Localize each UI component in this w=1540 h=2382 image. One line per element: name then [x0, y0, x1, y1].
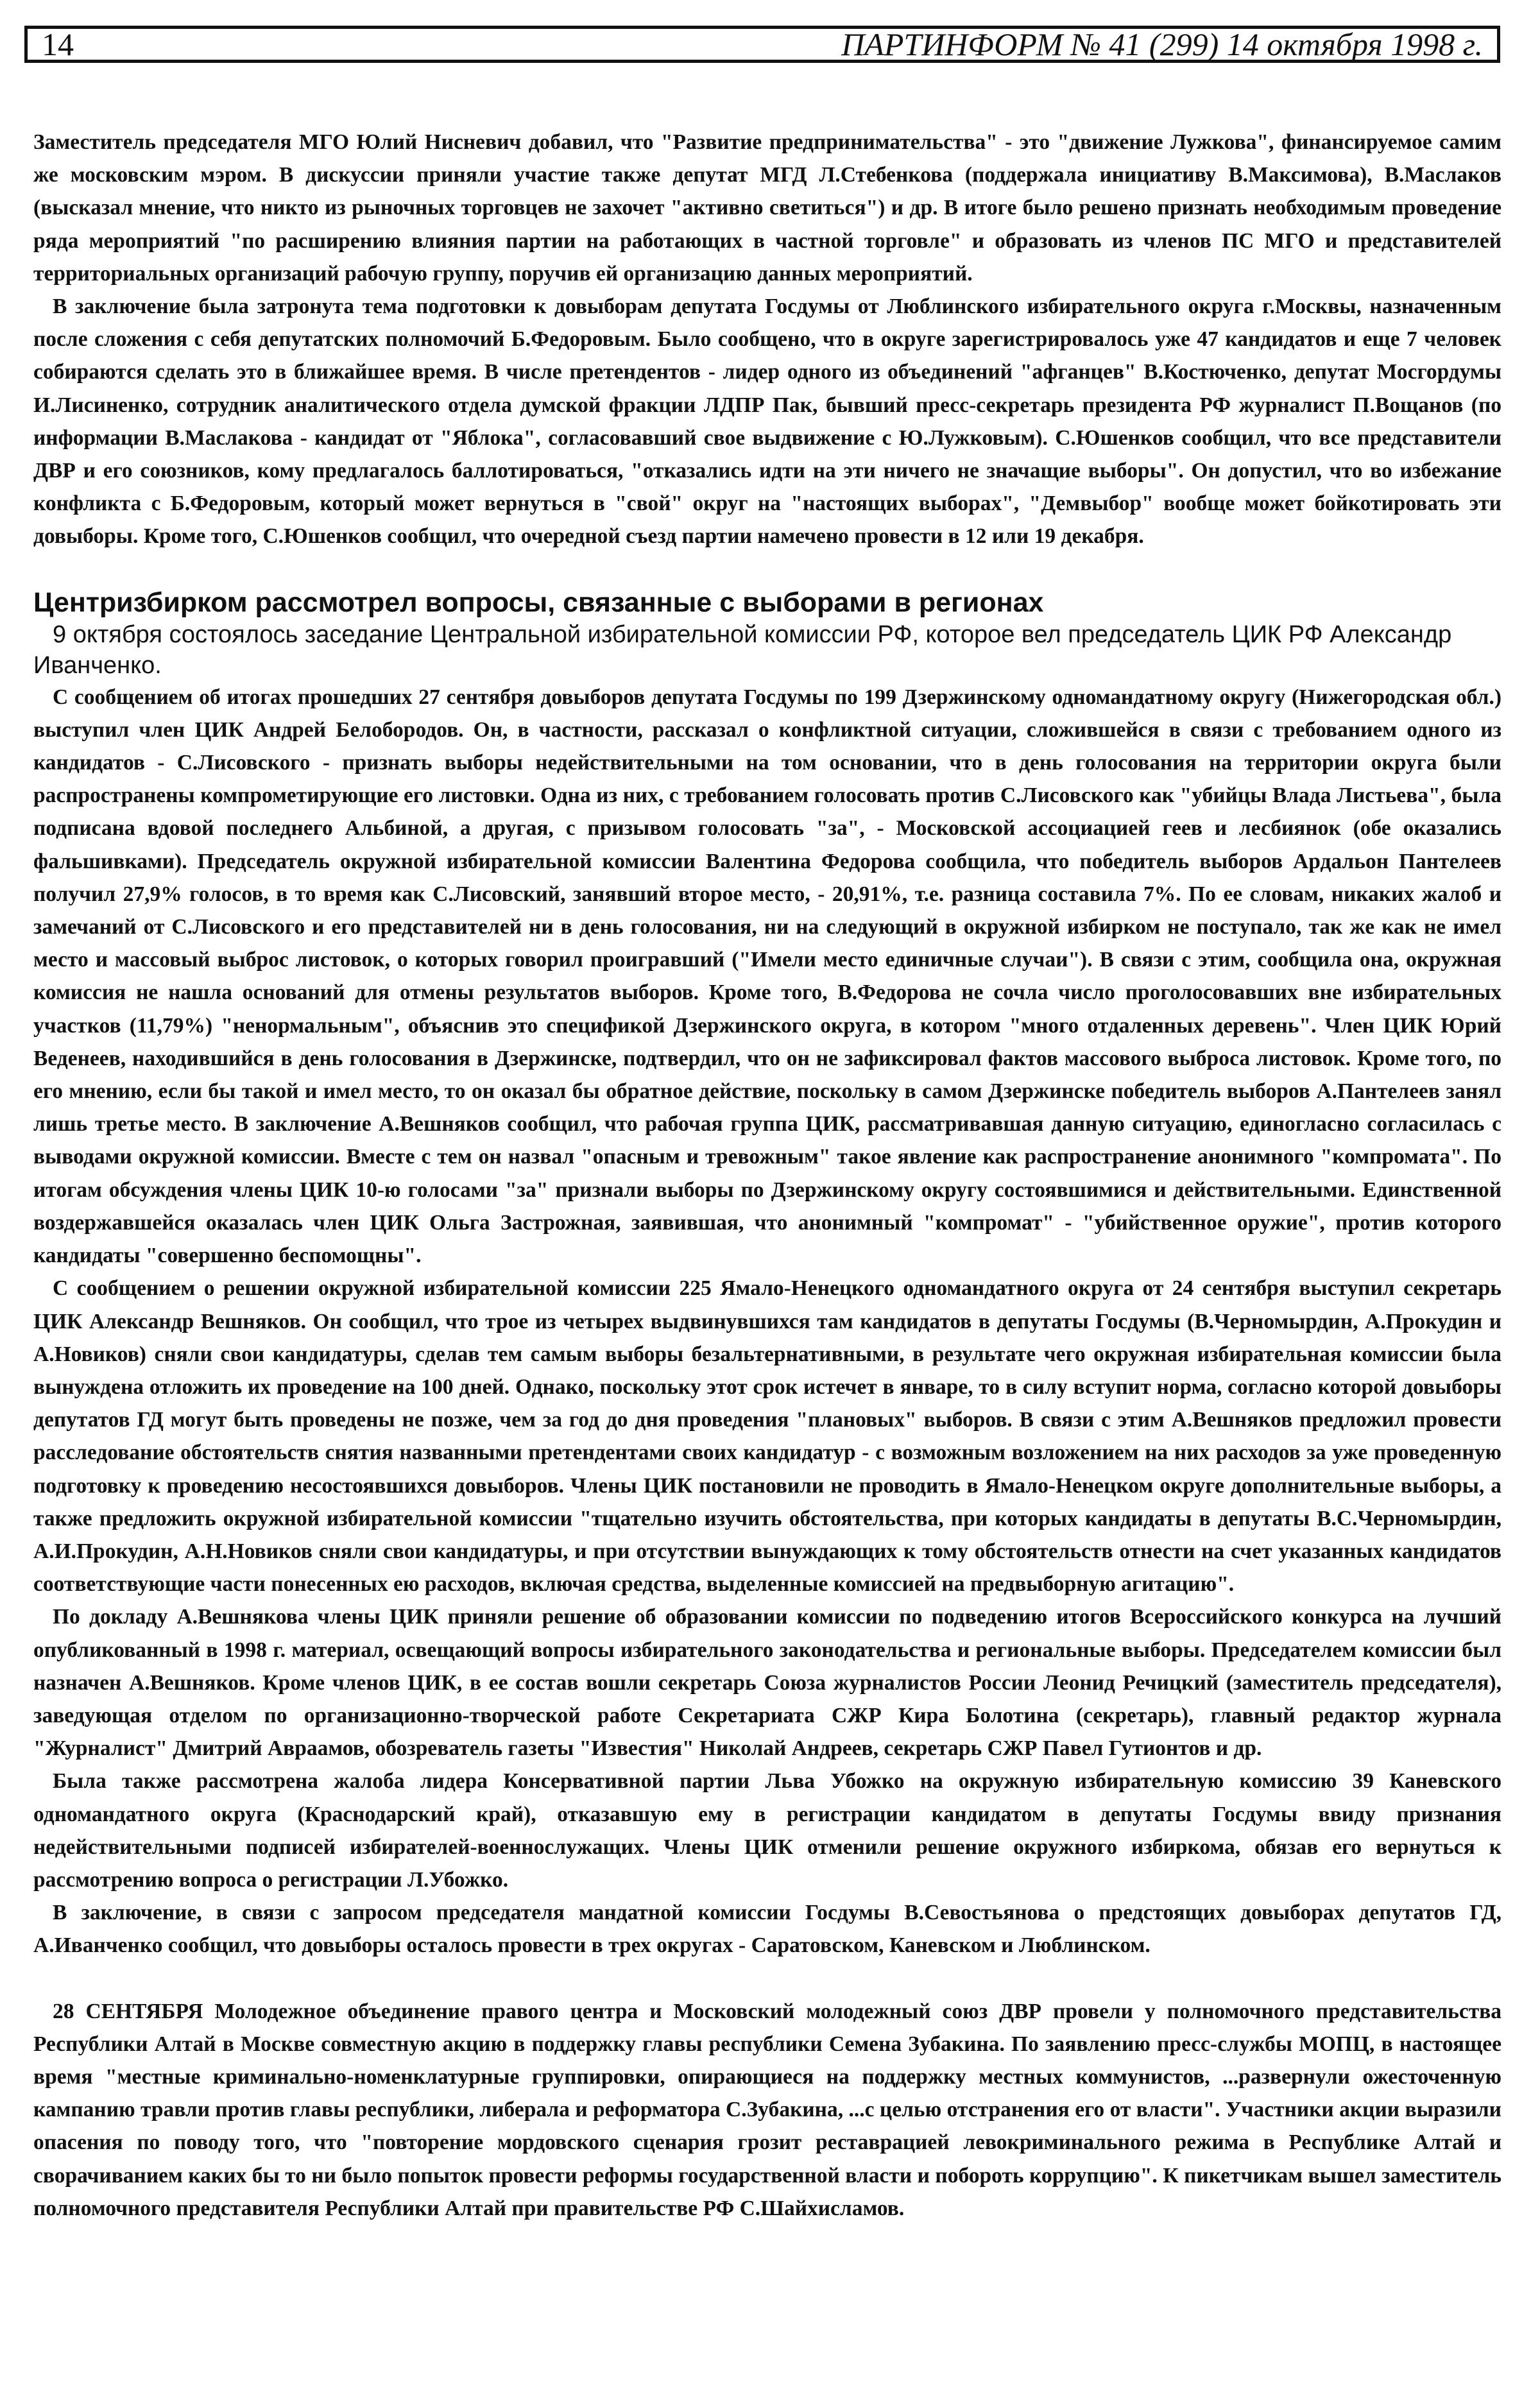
page-header: [24, 26, 1500, 63]
page-body: [33, 126, 1502, 2225]
section-gap: [33, 1962, 1502, 1995]
masthead-issue-line: ПАРТИНФОРМ № 41 (299) 14 октября 1998 г.: [841, 26, 1483, 62]
article-paragraph: Была также рассмотрена жалоба лидера Консервативной партии Льва Убожко на окружную избирательную комиссию 39 Каневского одномандатного округа (Краснодарский край), отказавшую ему в регистрации кандидатом в депутаты Госдумы ввиду признания недействительными подписей избирателей-военнослужащих. Члены ЦИК отменили решение окружного избиркома, обязав его вернуться к рассмотрению вопроса о регистрации Л.Убожко.: [33, 1769, 1502, 1892]
page-number: 14: [42, 26, 74, 62]
news-brief-paragraph: 28 СЕНТЯБРЯ Молодежное объединение правого центра и Московский молодежный союз ДВР провели у полномочного представительства Республики Алтай в Москве совместную акцию в поддержку главы республики Семена Зубакина. По заявлению пресс-службы МОПЦ, в настоящее время "местные криминально-номенклатурные группировки, опирающиеся на поддержку местных коммунистов, ...развернули ожесточенную кампанию травли против главы республики, либерала и реформатора С.Зубакина, ...с целью отстранения его от власти". Участники акции выразили опасения по поводу того, что "повторение мордовского сценария грозит реставрацией левокриминального режима в Республике Алтай и сворачиванием каких бы то ни было попыток провести реформы государственной власти и побороть коррупцию". К пикетчикам вышел заместитель полномочного представителя Республики Алтай при правительстве РФ С.Шайхисламов.: [33, 1999, 1502, 2220]
continued-paragraph: Заместитель председателя МГО Юлий Нисневич добавил, что "Развитие предпринимательства" - это "движение Лужкова", финансируемое самим же московским мэром. В дискуссии приняли участие также депутат МГД Л.Стебенкова (поддержала инициативу В.Максимова), В.Маслаков (высказал мнение, что никто из рыночных торговцев не захочет "активно светиться") и др. В итоге было решено признать необходимым проведение ряда мероприятий "по расширению влияния партии на работающих в частной торговле" и образовать из членов ПС МГО и представителей территориальных организаций рабочую группу, поручив ей организацию данных мероприятий.: [33, 130, 1502, 286]
section-gap: [33, 553, 1502, 586]
article-lead: 9 октября состоялось заседание Центральной избирательной комиссии РФ, которое вел председатель ЦИК РФ Александр Иванченко.: [33, 621, 1452, 679]
article-paragraph: С сообщением об итогах прошедших 27 сентября довыборов депутата Госдумы по 199 Дзержинскому одномандатному округу (Нижегородская обл.) выступил член ЦИК Андрей Белобородов. Он, в частности, рассказал о конфликтной ситуации, сложившейся в связи с требованием одного из кандидатов - С.Лисовского - признать выборы недействительными на том основании, что в день голосования на территории округа были распространены компрометирующие его листовки. Одна из них, с требованием голосовать против С.Лисовского как "убийцы Влада Листьева", была подписана вдовой последнего Альбиной, а другая, с призывом голосовать "за", - Московской ассоциацией геев и лесбиянок (обе оказались фальшивками). Председатель окружной избирательной комиссии Валентина Федорова сообщила, что победитель выборов Ардальон Пантелеев получил 27,9% голосов, в то время как С.Лисовский, занявший второе место, - 20,91%, т.е. разница составила 7%. По ее словам, никаких жалоб и замечаний от С.Лисовского и его представителей ни в день голосования, ни на следующий в окружной избирком не поступало, так же как не имел место и массовый выброс листовок, о которых говорил проигравший ("Имели место единичные случаи"). В связи с этим, сообщила она, окружная комиссия не нашла оснований для отмены результатов выборов. Кроме того, В.Федорова не сочла число проголосовавших вне избирательных участков (11,79%) "ненормальным", объяснив это спецификой Дзержинского округа, в котором "много отдаленных деревень". Член ЦИК Юрий Веденеев, находившийся в день голосования в Дзержинске, подтвердил, что он не зафиксировал фактов массового выброса листовок. Кроме того, по его мнению, если бы такой и имел место, то он оказал бы обратное действие, поскольку в самом Дзержинске победитель выборов А.Пантелеев занял лишь третье место. В заключение А.Вешняков сообщил, что рабочая группа ЦИК, рассматривавшая данную ситуацию, единогласно согласилась с выводами окружной комиссии. Вместе с тем он назвал "опасным и тревожным" такое явление как распространение анонимного "компромата". По итогам обсуждения члены ЦИК 10-ю голосами "за" признали выборы по Дзержинскому округу состоявшимися и действительными. Единственной воздержавшейся оказалась член ЦИК Ольга Застрожная, заявившая, что анонимный "компромат" - "убийственное оружие", против которого кандидаты "совершенно беспомощны".: [33, 685, 1502, 1268]
article-paragraph: В заключение, в связи с запросом председателя мандатной комиссии Госдумы В.Севостьянова о предстоящих довыборах депутатов ГД, А.Иванченко сообщил, что довыборы осталось провести в трех округах - Саратовском, Каневском и Люблинском.: [33, 1901, 1502, 1958]
article-paragraph: С сообщением о решении окружной избирательной комиссии 225 Ямало-Ненецкого одномандатного округа от 24 сентября выступил секретарь ЦИК Александр Вешняков. Он сообщил, что трое из четырех выдвинувшихся там кандидатов в депутаты Госдумы (В.Черномырдин, А.Прокудин и А.Новиков) сняли свои кандидатуры, сделав тем самым выборы безальтернативными, в результате чего окружная избирательная комиссии была вынуждена отложить их проведение на 100 дней. Однако, поскольку этот срок истечет в январе, то в силу вступит норма, согласно которой довыборы депутатов ГД могут быть проведены не позже, чем за год до дня проведения "плановых" выборов. В связи с этим А.Вешняков предложил провести расследование обстоятельств снятия названными претендентами своих кандидатур - с возможным возложением на них расходов за уже проведенную подготовку к проведению несостоявшихся довыборов. Члены ЦИК постановили не проводить в Ямало-Ненецком округе дополнительные выборы, а также предложить окружной избирательной комиссии "тщательно изучить обстоятельства, при которых кандидаты в депутаты В.С.Черномырдин, А.И.Прокудин, А.Н.Новиков сняли свои кандидатуры, и при отсутствии вынуждающих к тому обстоятельств отнести на счет указанных кандидатов соответствующие части понесенных ею расходов, включая средства, выделенные комиссией на предвыборную агитацию".: [33, 1276, 1502, 1597]
continued-paragraph: В заключение была затронута тема подготовки к довыборам депутата Госдумы от Люблинского избирательного округа г.Москвы, назначенным после сложения с себя депутатских полномочий Б.Федоровым. Было сообщено, что в округе зарегистрировалось уже 47 кандидатов и еще 7 человек собираются сделать это в ближайшее время. В числе претендентов - лидер одного из объединений "афганцев" В.Костюченко, депутат Мосгордумы И.Лисиненко, сотрудник аналитического отдела думской фракции ЛДПР Пак, бывший пресс-секретарь президента РФ журналист П.Вощанов (по информации В.Маслакова - кандидат от "Яблока", согласовавший свое выдвижение с Ю.Лужковым). С.Юшенков сообщил, что все представители ДВР и его союзников, кому предлагалось баллотироваться, "отказались идти на эти ничего не значащие выборы". Он допустил, что во избежание конфликта с Б.Федоровым, который может вернуться в "свой" округ на "настоящих выборах", "Демвыбор" вообще может бойкотировать эти довыборы. Кроме того, С.Юшенков сообщил, что очередной съезд партии намечено провести в 12 или 19 декабря.: [33, 295, 1502, 549]
article-paragraph: По докладу А.Вешнякова члены ЦИК приняли решение об образовании комиссии по подведению итогов Всероссийского конкурса на лучший опубликованный в 1998 г. материал, освещающий вопросы избирательного законодательства и региональные выборы. Председателем комиссии был назначен А.Вешняков. Кроме членов ЦИК, в ее состав вошли секретарь Союза журналистов России Леонид Речицкий (заместитель председателя), заведующая отделом по организационно-творческой работе Секретариата СЖР Кира Болотина (секретарь), главный редактор журнала "Журналист" Дмитрий Авраамов, обозреватель газеты "Известия" Николай Андреев, секретарь СЖР Павел Гутионтов и др.: [33, 1605, 1502, 1761]
article-headline: Центризбирком рассмотрел вопросы, связанные с выборами в регионах: [33, 587, 1044, 618]
